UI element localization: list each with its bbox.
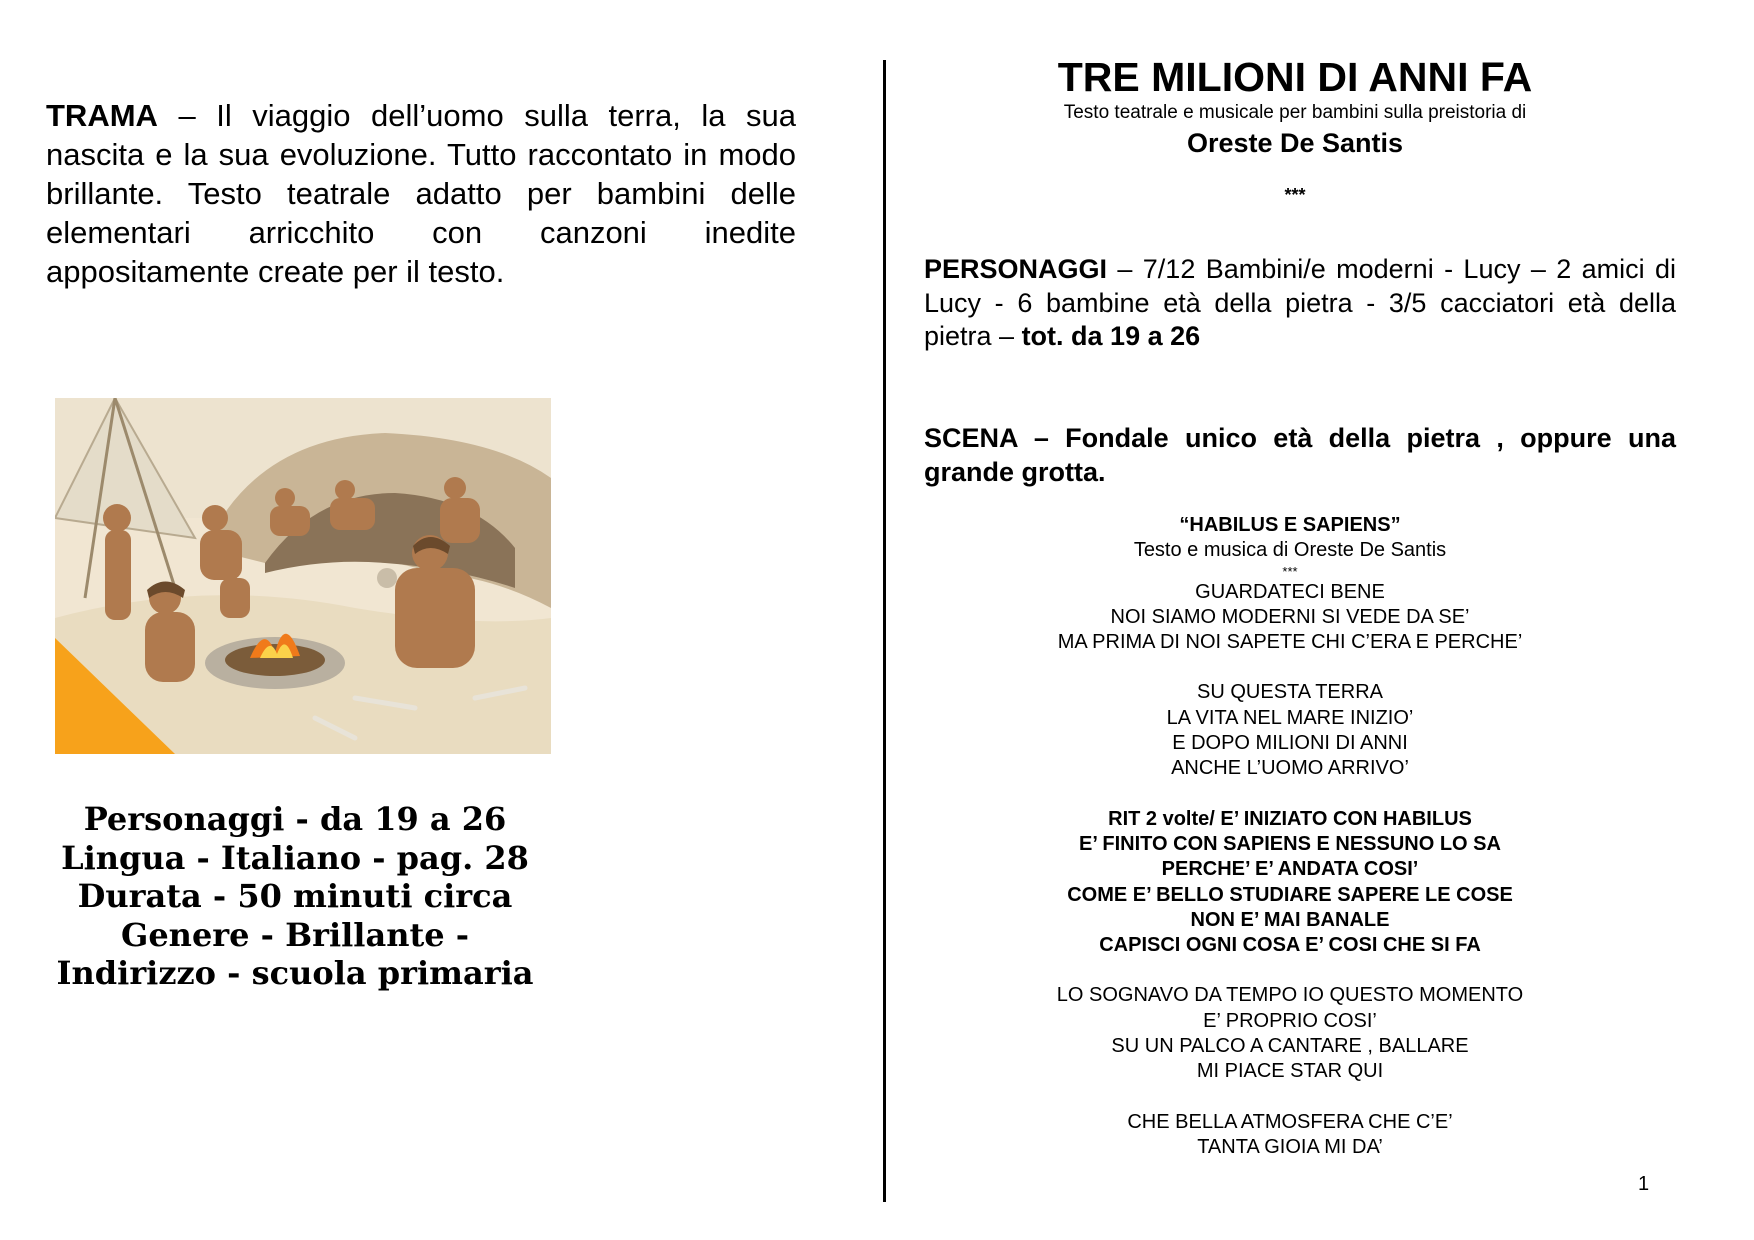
info-genre: Genere - Brillante - — [120, 915, 470, 954]
characters-label: PERSONAGGI — [924, 254, 1108, 284]
song-title: “HABILUS E SAPIENS” — [1179, 514, 1401, 536]
synopsis-label: TRAMA — [46, 98, 158, 133]
song-separator: *** — [1282, 563, 1298, 579]
verse-line: MA PRIMA DI NOI SAPETE CHI C’ERA E PERCHE’ — [1057, 631, 1523, 654]
page-number: 1 — [1638, 1173, 1650, 1195]
info-audience: Indirizzo - scuola primaria — [56, 954, 534, 992]
verse-line: LA VITA NEL MARE INIZIO’ — [1166, 706, 1414, 729]
characters-total: tot. da 19 a 26 — [1021, 321, 1201, 351]
chorus-line: NON E’ MAI BANALE — [1190, 908, 1390, 931]
play-title: TRE MILIONI DI ANNI FA — [1057, 54, 1533, 100]
verse-line: LO SOGNAVO DA TEMPO IO QUESTO MOMENTO — [1056, 984, 1524, 1007]
verse-line: CHE BELLA ATMOSFERA CHE C’E’ — [1127, 1110, 1453, 1133]
verse-line: E’ PROPRIO COSI’ — [1203, 1009, 1377, 1032]
verse-line: E DOPO MILIONI DI ANNI — [1172, 732, 1408, 755]
verse-line: GUARDATECI BENE — [1195, 580, 1385, 603]
verse-line: TANTA GIOIA MI DA’ — [1197, 1135, 1383, 1158]
synopsis-paragraph — [46, 96, 796, 291]
scene-paragraph: SCENA – Fondale unico età della pietra , oppure una grande grotta. — [924, 423, 1676, 487]
characters-paragraph — [924, 253, 1676, 354]
chorus-line: RIT 2 volte/ E’ INIZIATO CON HABILUS — [1108, 807, 1472, 830]
play-author: Oreste De Santis — [1186, 128, 1404, 158]
synopsis-text: – Il viaggio dell’uomo sulla terra, la sua nascita e la sua evoluzione. Tutto raccontato in modo brillante. Testo teatrale adatto per bambini delle elementari arricchito con canzoni inedite appositamente create per il testo. — [46, 98, 796, 289]
verse-line: NOI SIAMO MODERNI SI VEDE DA SE’ — [1110, 605, 1470, 628]
prehistoric-scene-illustration — [55, 398, 551, 754]
play-info-block — [30, 800, 560, 993]
page-divider — [883, 60, 886, 1202]
song-credit: Testo e musica di Oreste De Santis — [1133, 539, 1447, 562]
chorus-line: CAPISCI OGNI COSA E’ COSI CHE SI FA — [1099, 934, 1481, 957]
verse-line: MI PIACE STAR QUI — [1196, 1060, 1384, 1083]
section-separator: *** — [1284, 185, 1306, 205]
characters-text: – 7/12 Bambini/e moderni - Lucy – 2 amici di Lucy - 6 bambine età della pietra - 3/5 cacciatori età della pietra – — [924, 254, 1676, 351]
info-duration: Durata - 50 minuti circa — [77, 877, 513, 915]
info-characters: Personaggi - da 19 a 26 — [83, 800, 507, 838]
chorus-line: COME E’ BELLO STUDIARE SAPERE LE COSE — [1067, 883, 1513, 906]
verse-line: SU QUESTA TERRA — [1197, 681, 1383, 704]
chorus-line: PERCHE’ E’ ANDATA COSI’ — [1161, 858, 1419, 881]
song-lyrics — [900, 513, 1680, 1160]
verse-line: SU UN PALCO A CANTARE , BALLARE — [1111, 1035, 1469, 1058]
chorus-line: E’ FINITO CON SAPIENS E NESSUNO LO SA — [1079, 832, 1501, 855]
play-subtitle: Testo teatrale e musicale per bambini sulla preistoria di — [1063, 102, 1527, 123]
info-language: Lingua - Italiano - pag. 28 — [61, 838, 529, 877]
verse-line: ANCHE L’UOMO ARRIVO’ — [1171, 757, 1409, 780]
